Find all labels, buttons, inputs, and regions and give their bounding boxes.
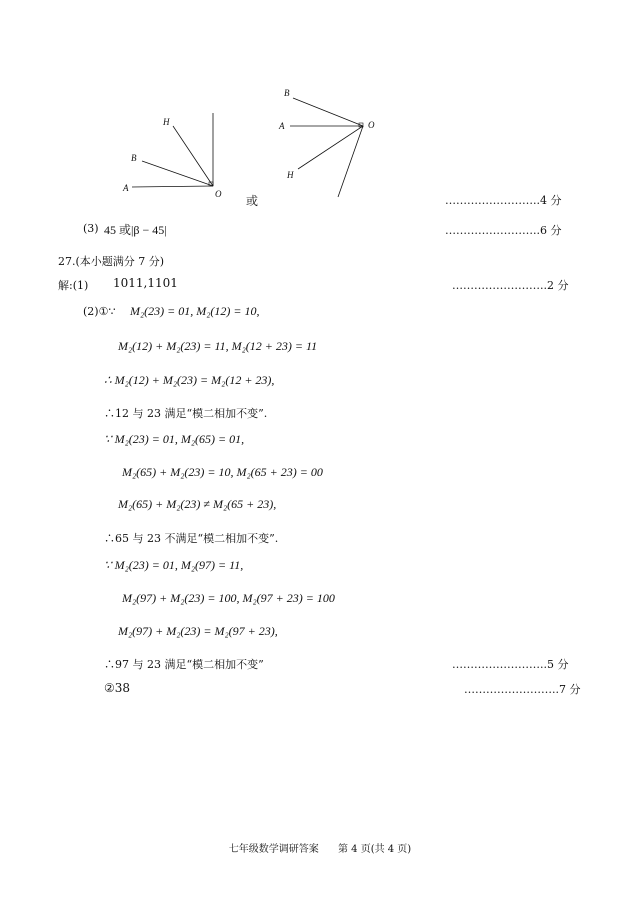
calc-line-2: M₂(12) + M₂(23) = 11, M₂(12 + 23) = 11	[118, 339, 318, 353]
calc-line-7: M₂(65) + M₂(23) ≠ M₂(65 + 23),	[118, 497, 277, 511]
label-a: A	[123, 183, 129, 193]
part3-label: (3)	[83, 222, 99, 235]
label-h: H	[287, 170, 294, 180]
conclusion-1: ∴12 与 23 满足“模二相加不变”.	[104, 407, 268, 420]
page-footer	[0, 840, 640, 855]
q27-header: 27.(本小题满分 7 分)	[58, 255, 165, 268]
calc-line-6: M₂(65) + M₂(23) = 10, M₂(65 + 23) = 00	[122, 465, 323, 479]
conclusion-2: ∴65 与 23 不满足“模二相加不变”.	[104, 532, 279, 545]
calc-line-1: M₂(23) = 01, M₂(12) = 10,	[130, 304, 260, 318]
part2-label: (2)①∵	[83, 305, 116, 318]
footer-title: 七年级数学调研答案	[228, 844, 319, 855]
figure-left	[115, 105, 235, 205]
calc-line-10: M₂(97) + M₂(23) = 100, M₂(97 + 23) = 100	[122, 591, 335, 605]
calc-line-11: M₂(97) + M₂(23) = M₂(97 + 23),	[118, 624, 278, 638]
calc-line-5: ∵ M₂(23) = 01, M₂(65) = 01,	[104, 432, 245, 446]
label-a: A	[279, 121, 285, 131]
calc-line-3: ∴ M₂(12) + M₂(23) = M₂(12 + 23),	[104, 373, 275, 387]
score-7: ……………………..7 分	[464, 683, 581, 696]
calc-line-9: ∵ M₂(23) = 01, M₂(97) = 11,	[104, 558, 244, 572]
label-b: B	[284, 88, 290, 98]
label-b: B	[131, 153, 137, 163]
label-o: O	[215, 189, 222, 199]
score-5: ……………………..5 分	[452, 658, 569, 671]
ray-ob	[142, 161, 213, 186]
label-h: H	[163, 117, 170, 127]
sol1-answer: 1011,1101	[113, 276, 178, 290]
label-o: O	[368, 120, 375, 130]
ray-down	[338, 126, 363, 197]
footer-page: 第 4 页(共 4 页)	[337, 844, 412, 855]
conclusion-3: ∴97 与 23 满足“模二相加不变”	[104, 658, 264, 671]
ray-oh	[298, 126, 363, 169]
score-4: ……………………..4 分	[445, 194, 562, 207]
part2b-answer: ②38	[104, 681, 131, 695]
or-text: 或	[246, 194, 259, 208]
score-6: ……………………..6 分	[445, 224, 562, 237]
sol1-label: 解:(1)	[58, 279, 89, 292]
ray-oh	[173, 126, 213, 186]
part3-answer: 45 或|β − 45|	[104, 223, 167, 237]
score-2: ……………………..2 分	[452, 279, 569, 292]
ray-oa	[132, 186, 213, 187]
ray-ob	[293, 98, 363, 126]
figure-right	[275, 82, 385, 202]
